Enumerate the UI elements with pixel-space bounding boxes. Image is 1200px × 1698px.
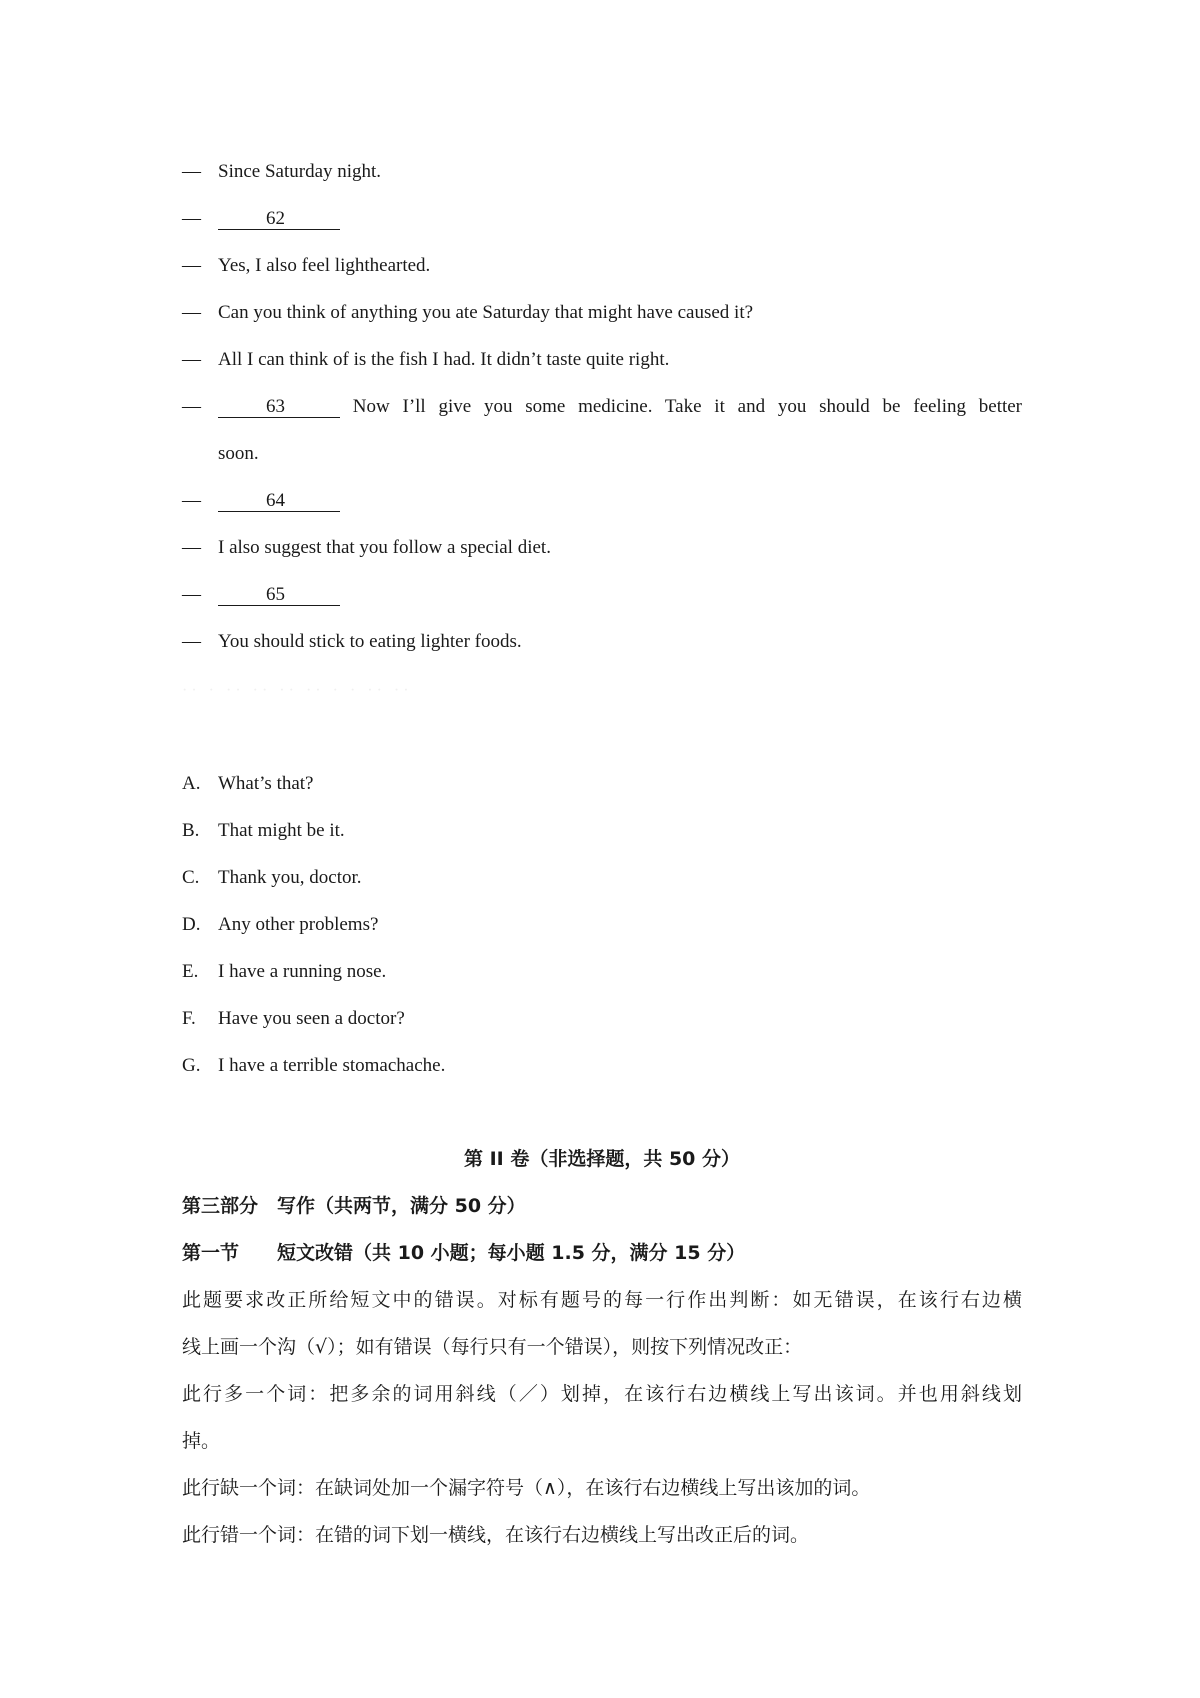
subsection-title: 第一节 短文改错（共 10 小题；每小题 1.5 分，满分 15 分） [182, 1242, 746, 1264]
dialogue-text: I also suggest that you follow a special diet. [218, 537, 551, 558]
dialogue-text: Can you think of anything you ate Saturday that might have caused it? [218, 302, 754, 323]
faint-watermark-mark: ·· · ·· ·· ·· ·· · · ·· ·· [182, 682, 413, 699]
instructions-line-1: 此题要求改正所给短文中的错误。对标有题号的每一行作出判断：如无错误，在该行右边横 [182, 1289, 1022, 1311]
answer-blank-63[interactable] [218, 397, 340, 418]
instructions-line-5: 此行缺一个词：在缺词处加一个漏字符号（∧），在该行右边横线上写出该加的词。 [182, 1477, 871, 1499]
dialogue-dash: — [182, 161, 201, 182]
instructions-line-3: 此行多一个词：把多余的词用斜线（／）划掉，在该行右边横线上写出该词。并也用斜线划 [182, 1383, 1022, 1405]
dialogue-text: You should stick to eating lighter foods. [218, 631, 522, 652]
dialogue-dash: — [182, 396, 201, 417]
dialogue-dash: — [182, 490, 201, 511]
instructions-line-2: 线上画一个沟（√）；如有错误（每行只有一个错误），则按下列情况改正： [182, 1336, 803, 1358]
dialogue-text: Yes, I also feel lighthearted. [218, 255, 431, 276]
instructions-line-4: 掉。 [182, 1430, 221, 1452]
dialogue-dash: — [182, 631, 201, 652]
option-text: Thank you, doctor. [218, 867, 362, 888]
option-letter: B. [182, 820, 200, 841]
answer-blank-64[interactable] [218, 491, 340, 512]
dialogue-dash: — [182, 349, 201, 370]
dialogue-text: All I can think of is the fish I had. It didn’t taste quite right. [218, 349, 670, 370]
option-text: I have a running nose. [218, 961, 387, 982]
instructions-line-6: 此行错一个词：在错的词下划一横线，在该行右边横线上写出改正后的词。 [182, 1524, 810, 1546]
option-text: That might be it. [218, 820, 345, 841]
option-text: Any other problems? [218, 914, 379, 935]
option-letter: A. [182, 773, 201, 794]
volume-title: 第 II 卷（非选择题，共 50 分） [463, 1148, 741, 1170]
option-text: What’s that? [218, 773, 314, 794]
option-letter: F. [182, 1008, 196, 1029]
dialogue-dash: — [182, 584, 201, 605]
answer-blank-65[interactable] [218, 585, 340, 606]
blank-number: 62 [266, 208, 285, 229]
option-letter: E. [182, 961, 199, 982]
dialogue-dash: — [182, 302, 201, 323]
section-title: 第三部分 写作（共两节，满分 50 分） [182, 1195, 526, 1217]
dialogue-text: Now I’ll give you some medicine. Take it and you should be feeling better [352, 396, 1023, 417]
dialogue-dash: — [182, 537, 201, 558]
option-text: I have a terrible stomachache. [218, 1055, 446, 1076]
blank-number: 63 [266, 396, 285, 417]
option-letter: G. [182, 1055, 201, 1076]
option-letter: C. [182, 867, 200, 888]
option-letter: D. [182, 914, 201, 935]
dialogue-text: Since Saturday night. [218, 161, 382, 182]
dialogue-text-with-blank [218, 395, 1022, 419]
blank-number: 65 [266, 584, 285, 605]
blank-number: 64 [266, 490, 285, 511]
dialogue-dash: — [182, 208, 201, 229]
dialogue-dash: — [182, 255, 201, 276]
option-text: Have you seen a doctor? [218, 1008, 405, 1029]
answer-blank-62[interactable] [218, 209, 340, 230]
dialogue-text: soon. [218, 443, 259, 464]
